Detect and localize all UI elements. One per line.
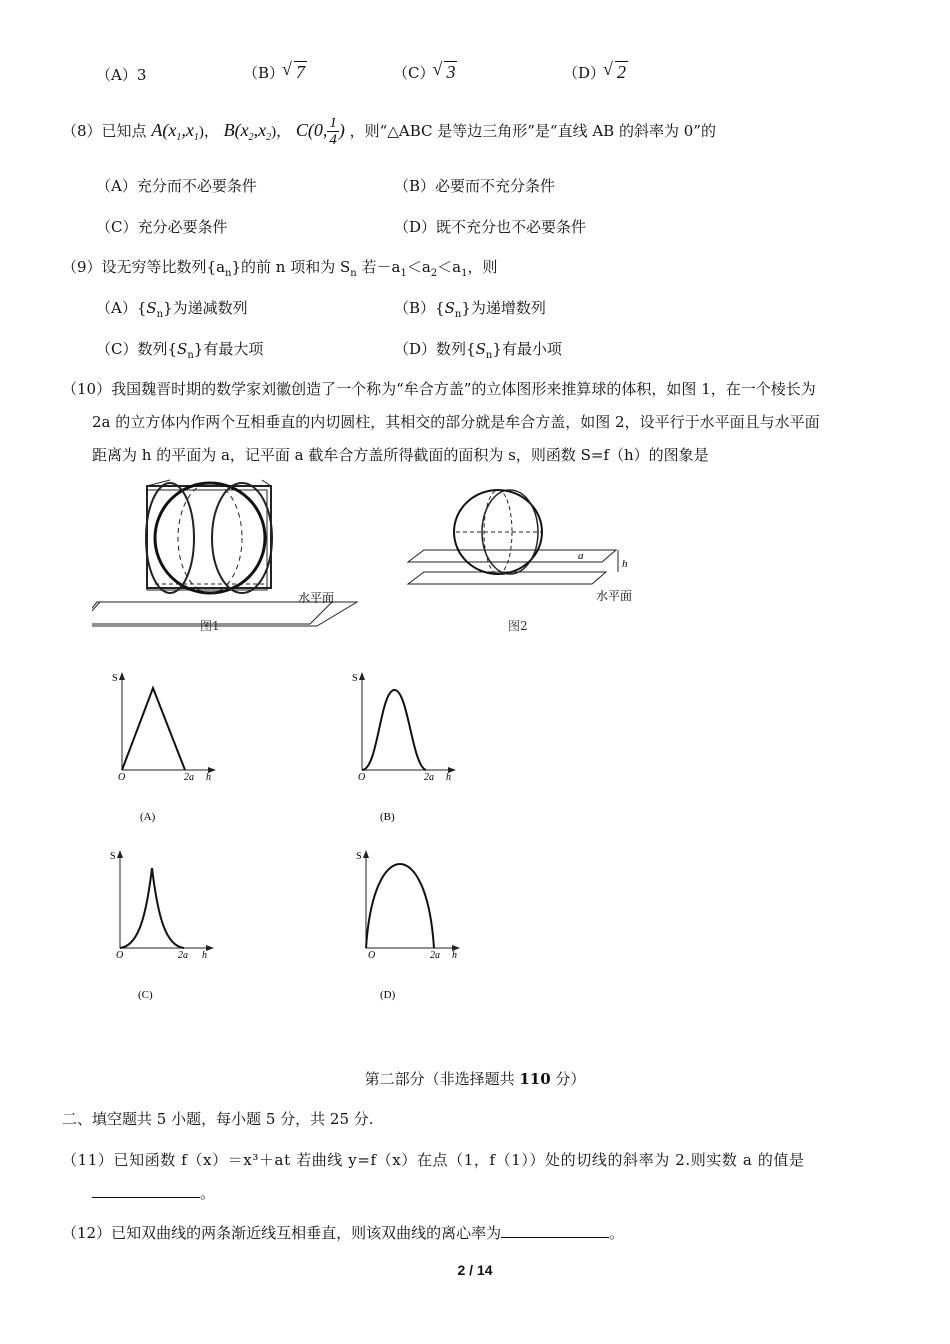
graph-d-origin: O <box>368 950 376 961</box>
option-text: 数列 <box>436 340 467 358</box>
graph-d-h: h <box>452 950 457 961</box>
radicand: 2 <box>617 62 627 82</box>
q9-option-c: （C）数列$\{S_n\}$有最大项 <box>96 340 264 361</box>
text-part: C(0, <box>295 120 328 140</box>
option-text: 为递增数列 <box>470 299 546 317</box>
graph-option-a <box>100 670 230 830</box>
period: 。 <box>200 1184 216 1202</box>
option-label: （D） <box>563 64 606 82</box>
sqrt-expression <box>284 62 307 83</box>
title-score: 110 <box>519 1070 551 1088</box>
q11-text: 已知函数 f（x）＝x³＋at 若曲线 y=f（x）在点（1，f（1））处的切线的斜率为 2.则实数 a 的值是 <box>113 1151 805 1169</box>
height-h-label: h <box>622 558 628 570</box>
option-label: （C） <box>96 218 138 236</box>
q8-option-c <box>96 216 228 237</box>
option-text: 为递减数列 <box>172 299 248 317</box>
option-label: （D） <box>394 340 437 358</box>
section-2-subtitle: 二、填空题共 5 小题，每小题 5 分，共 25 分. <box>62 1110 374 1128</box>
graph-b-2a: 2a <box>424 772 434 783</box>
option-tail: 有最小项 <box>501 340 562 358</box>
graph-b-caption: (B) <box>380 811 395 823</box>
answer-blank[interactable] <box>501 1223 609 1238</box>
text-part: A(x <box>151 120 177 140</box>
graph-option-c <box>98 848 228 1008</box>
radicand: 3 <box>446 62 456 82</box>
option-label: （A） <box>96 177 137 195</box>
radicand: 7 <box>296 62 306 82</box>
text-part: 设无穷等比数列{a <box>101 258 226 276</box>
text-part: B(x <box>223 120 249 140</box>
q10-line-1 <box>62 378 816 399</box>
graph-d-2a: 2a <box>430 950 440 961</box>
q12-stem <box>62 1222 624 1243</box>
q7-option-c <box>393 62 457 83</box>
q11-answer-line <box>92 1182 215 1203</box>
option-text: 充分必要条件 <box>137 218 228 236</box>
question-number: （10） <box>62 380 112 398</box>
q8-prefix: 已知点 <box>101 122 147 140</box>
option-label: （B） <box>394 177 436 195</box>
figure-2-caption: 图2 <box>508 619 528 633</box>
option-label: （A） <box>96 66 137 84</box>
q7-option-d <box>563 62 628 83</box>
text-part: }的前 n 项和为 S <box>231 258 351 276</box>
q8-stem <box>62 112 716 156</box>
option-text: 充分而不必要条件 <box>136 177 257 195</box>
q9-option-b: $(B)\{S_n\}$为递增数列 <box>394 299 546 320</box>
graph-a-caption: (A) <box>140 811 156 823</box>
text-part: ,x <box>181 120 194 140</box>
q8-point-c <box>295 115 345 149</box>
fraction <box>327 115 339 148</box>
section-2-title <box>0 1068 950 1089</box>
q12-text: 已知双曲线的两条渐近线互相垂直，则该双曲线的离心率为 <box>111 1224 502 1242</box>
denominator: 4 <box>329 132 337 149</box>
text-part: ) <box>338 120 345 140</box>
graph-c-s-label: S <box>110 851 116 862</box>
graph-d-caption: (D) <box>380 989 396 1001</box>
graph-c-caption: (C) <box>138 989 153 1001</box>
plane-label-2: 水平面 <box>596 589 633 603</box>
question-number: （9） <box>62 258 102 276</box>
text-part: ，则 <box>467 258 498 276</box>
q9-stem: （9）设无穷等比数列$\{a_n\}$的前 n 项和为 $S_n$ 若$-a_1<a_2<a_1$，则 <box>62 258 498 279</box>
period: 。 <box>609 1224 625 1242</box>
title-suffix: 分） <box>550 1070 586 1088</box>
text-part: ＜a <box>406 258 431 276</box>
plane-a-label: a <box>578 550 584 562</box>
option-label: （C） <box>96 340 138 358</box>
graph-d-s-label: S <box>356 851 362 862</box>
option-label: （B） <box>243 64 285 82</box>
graph-b-s-label: S <box>352 673 358 684</box>
text-part: ＜a <box>437 258 462 276</box>
text-part: )， <box>198 124 219 140</box>
q8-point-a: $A(x_1,x_1)$， <box>151 120 219 143</box>
graph-c-2a: 2a <box>178 950 188 961</box>
q8-option-b <box>394 175 555 196</box>
graph-c-origin: O <box>116 950 124 961</box>
figure-1-caption: 图1 <box>200 619 220 633</box>
graph-a-2a: 2a <box>184 772 194 783</box>
graph-option-b <box>340 670 470 830</box>
graph-b-origin: O <box>358 772 366 783</box>
graph-a-origin: O <box>118 772 126 783</box>
option-text: 必要而不充分条件 <box>435 177 556 195</box>
q8-point-b: $B(x_2,x_2)$， <box>223 120 292 143</box>
q10-line-2 <box>92 411 820 432</box>
answer-blank[interactable] <box>92 1183 200 1198</box>
q9-option-d: （D）数列$\{S_n\}$有最小项 <box>394 340 562 361</box>
plane-label-1: 水平面 <box>298 591 335 605</box>
option-text: 数列 <box>137 340 168 358</box>
option-label: （B） <box>394 299 436 317</box>
q9-option-a: $(A)\{S_n\}$为递减数列 <box>96 299 248 320</box>
numerator: 1 <box>329 115 337 132</box>
text-part: )， <box>271 124 292 140</box>
title-prefix: 第二部分（非选择题共 <box>364 1070 520 1088</box>
graph-option-d <box>344 848 474 1008</box>
q8-option-d <box>394 216 586 237</box>
q7-option-b <box>243 62 307 83</box>
question-number: （8） <box>62 122 102 140</box>
page-number: 2 / 14 <box>457 1262 493 1278</box>
q11-stem <box>62 1149 805 1170</box>
text-line: 距离为 h 的平面为 a，记平面 a 截牟合方盖所得截面的面积为 s，则函数 S=f（h）的图象是 <box>92 446 709 464</box>
sqrt-expression <box>605 62 628 83</box>
option-tail: 有最大项 <box>203 340 264 358</box>
option-value: 3 <box>136 66 147 84</box>
sqrt-expression <box>434 62 457 83</box>
text-part: 若－a <box>356 258 401 276</box>
q8-option-a <box>96 175 257 196</box>
graph-c-h: h <box>202 950 207 961</box>
text-line: 2a 的立方体内作两个互相垂直的内切圆柱，其相交的部分就是牟合方盖，如图 2，设平行于水平面且与水平面 <box>92 413 820 431</box>
option-label: （A） <box>96 299 137 317</box>
graph-b-h: h <box>446 772 451 783</box>
graph-a-s-label: S <box>112 673 118 684</box>
option-text: 既不充分也不必要条件 <box>436 218 587 236</box>
graph-a-h: h <box>206 772 211 783</box>
q7-option-a <box>96 64 146 85</box>
option-label: （C） <box>393 64 435 82</box>
text-line: 我国魏晋时期的数学家刘徽创造了一个称为“牟合方盖”的立体图形来推算球的体积，如图 1，在一个棱长为 <box>111 380 816 398</box>
figure-1-cube-cylinders <box>92 478 362 640</box>
question-number: （11） <box>62 1151 114 1169</box>
figure-2-mouhe-fanggai <box>406 478 646 618</box>
option-label: （D） <box>394 218 437 236</box>
text-part: ,x <box>253 120 267 140</box>
question-number: （12） <box>62 1224 112 1242</box>
q8-suffix: ，则“△ABC 是等边三角形”是“直线 AB 的斜率为 0”的 <box>349 122 716 140</box>
q10-line-3 <box>92 444 709 465</box>
